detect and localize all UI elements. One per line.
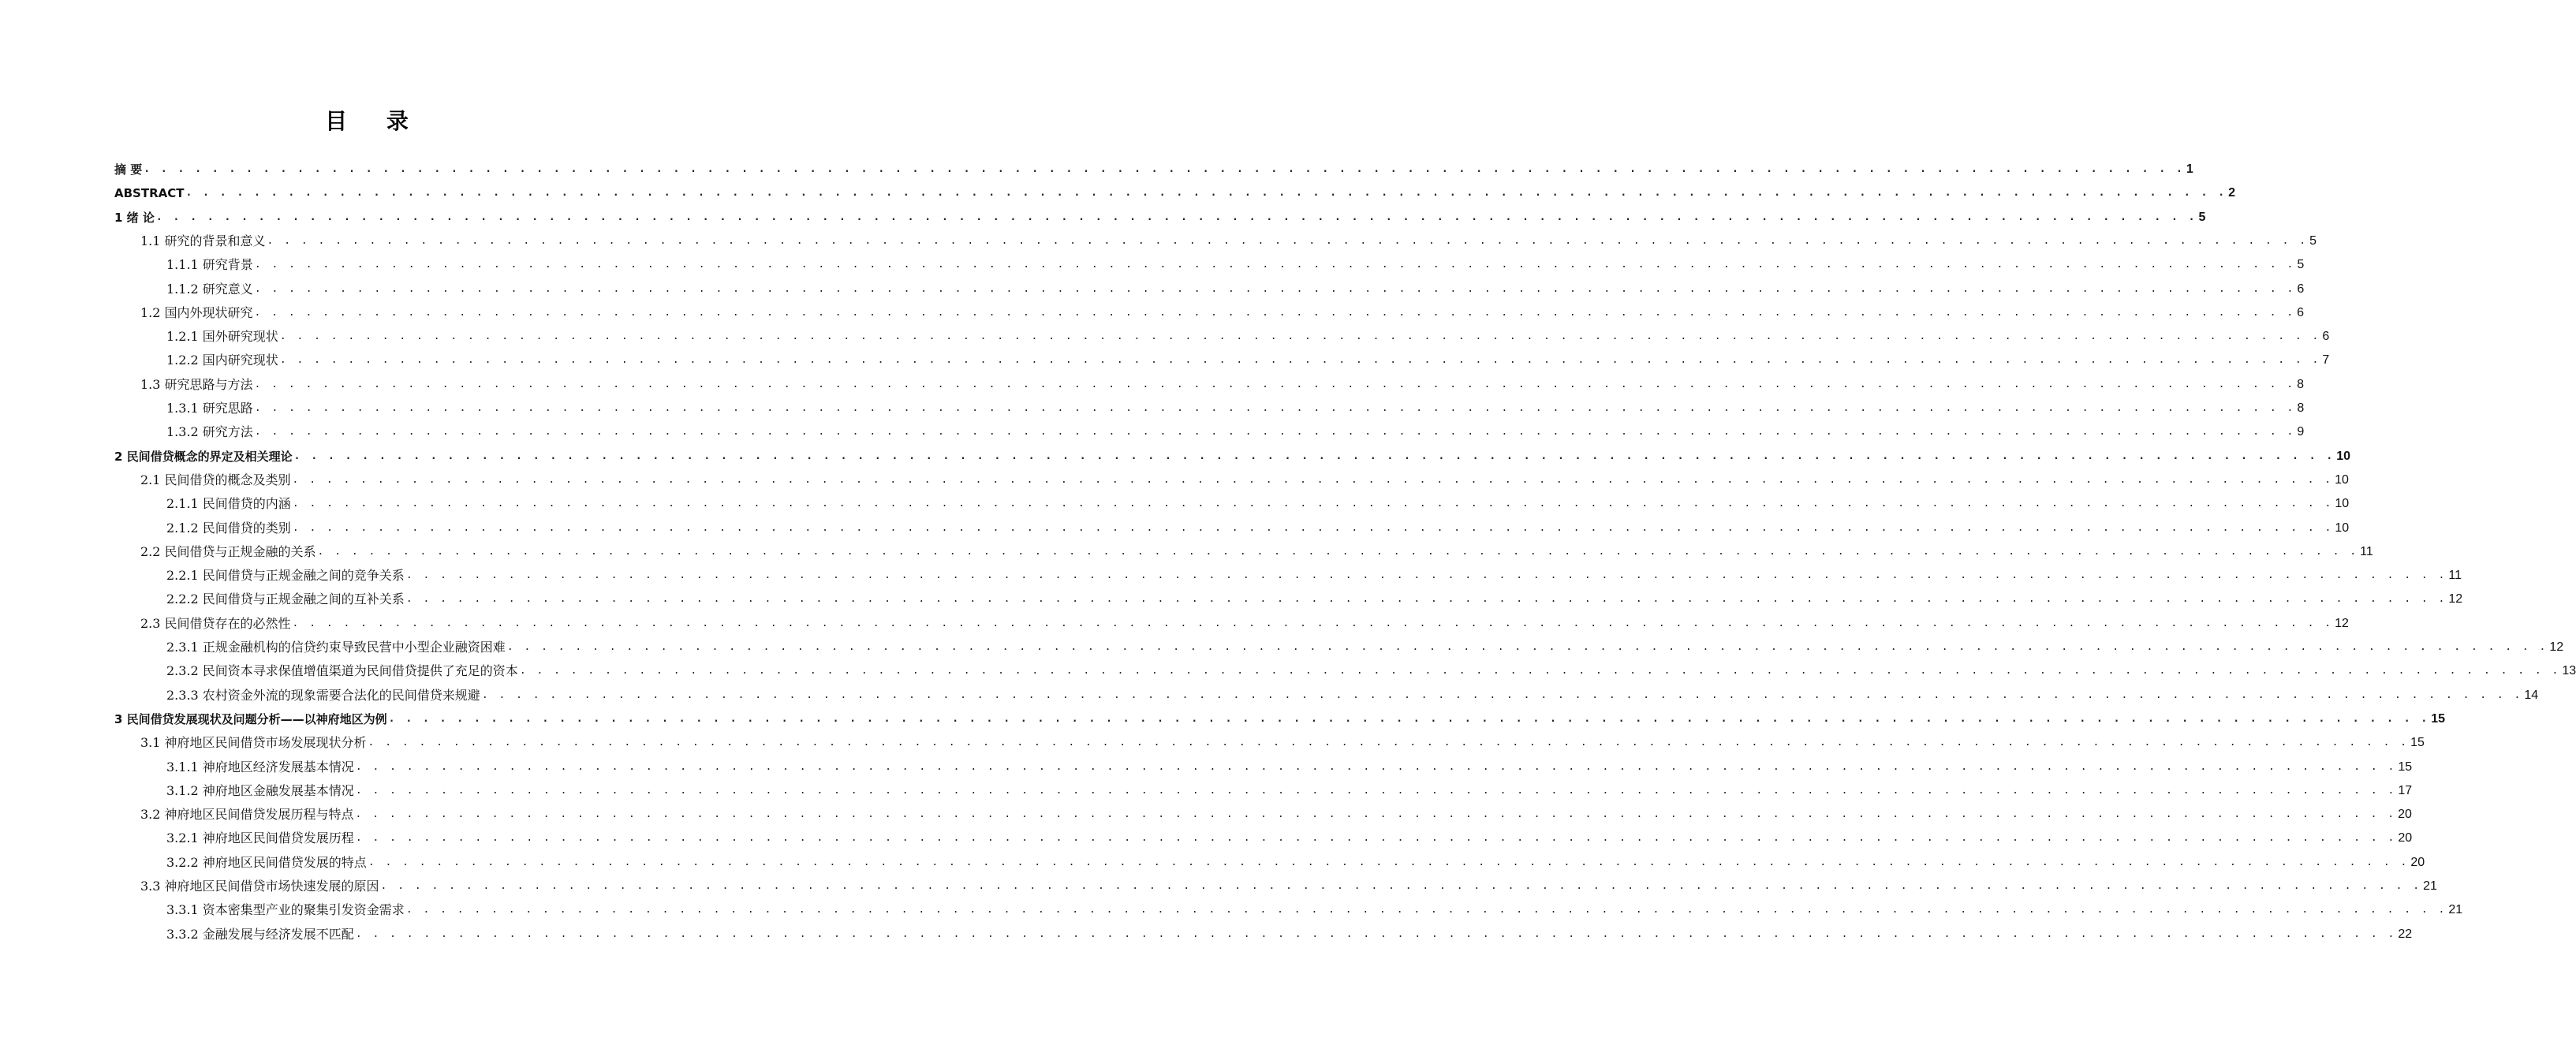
toc-leader-dots: . . . . . . . . . . . . . . . . . . . . . . . . . . . . . . . . . . . . . . . . . . . . . . . . . . . . . . . . . . . . . . . . . . . . . . . . . . . . . . . . . . . . . . . . . . . . . . . . . . . . . . . . . . . . . . . . . . . . . . . . — [481, 689, 2523, 701]
toc-leader-dots: . . . . . . . . . . . . . . . . . . . . . . . . . . . . . . . . . . . . . . . . . . . . . . . . . . . . . . . . . . . . . . . . . . . . . . . . . . . . . . . . . . . . . . . . . . . . . . . . . . . . . . . . . . . . . . . . . . . . . . . . — [254, 402, 2296, 414]
toc-entry-page-number: 20 — [2398, 831, 2413, 845]
toc-leader-dots: . . . . . . . . . . . . . . . . . . . . . . . . . . . . . . . . . . . . . . . . . . . . . . . . . . . . . . . . . . . . . . . . . . . . . . . . . . . . . . . . . . . . . . . . . . . . . . . . . . . . . . . . . . . . . . . . . . . . . . . . — [355, 808, 2397, 821]
toc-entry-label: 1.1.2 研究意义 — [166, 281, 253, 297]
toc-entry-page-number: 6 — [2297, 282, 2305, 296]
toc-entry-page-number: 10 — [2335, 472, 2349, 487]
toc-entry-page-number: 15 — [2431, 711, 2446, 726]
toc-entry-label: 2.1 民间借贷的概念及类别 — [140, 472, 291, 487]
toc-entry-label: 3.3 神府地区民间借贷市场快速发展的原因 — [140, 879, 379, 894]
toc-entry-label: 1.2.2 国内研究现状 — [166, 353, 278, 368]
toc-entry-page-number: 12 — [2448, 592, 2463, 607]
toc-entry-page-number: 5 — [2309, 233, 2317, 248]
toc-leader-dots: . . . . . . . . . . . . . . . . . . . . . . . . . . . . . . . . . . . . . . . . . . . . . . . . . . . . . . . . . . . . . . . . . . . . . . . . . . . . . . . . . . . . . . . . . . . . . . . . . . . . . . . . . . . . . . . . . . . . . . . . — [519, 665, 2561, 677]
toc-entry-page-number: 21 — [2448, 903, 2463, 917]
toc-entry[interactable] — [114, 154, 2193, 177]
toc-entry[interactable] — [140, 226, 2317, 249]
toc-entry-label: 3.1.1 神府地区经济发展基本情况 — [166, 759, 354, 774]
toc-entry[interactable] — [140, 608, 2349, 632]
toc-leader-dots: . . . . . . . . . . . . . . . . . . . . . . . . . . . . . . . . . . . . . . . . . . . . . . . . . . . . . . . . . . . . . . . . . . . . . . . . . . . . . . . . . . . . . . . . . . . . . . . . . . . . . . . . . . . . . . . . . . . . . . . . — [292, 521, 2334, 534]
toc-leader-dots: . . . . . . . . . . . . . . . . . . . . . . . . . . . . . . . . . . . . . . . . . . . . . . . . . . . . . . . . . . . . . . . . . . . . . . . . . . . . . . . . . . . . . . . . . . . . . . . . . . . . . . . . . . . . . . . . . . . . . . . . — [254, 259, 2296, 271]
toc-entry[interactable] — [140, 369, 2305, 393]
toc-entry-label: 2.3.3 农村资金外流的现象需要合法化的民间借贷来规避 — [166, 687, 480, 703]
toc-entry-page-number: 14 — [2524, 688, 2539, 702]
toc-entry-page-number: 15 — [2410, 736, 2425, 750]
toc-entry[interactable] — [166, 321, 2330, 345]
toc-entry[interactable] — [166, 488, 2350, 512]
toc-entry-page-number: 10 — [2335, 521, 2350, 535]
toc-entry-page-number: 20 — [2410, 855, 2425, 869]
toc-entry-label: 2.1.2 民间借贷的类别 — [166, 520, 291, 536]
toc-entry[interactable] — [166, 894, 2463, 918]
toc-entry-label: 2.1.1 民间借贷的内涵 — [166, 496, 291, 512]
toc-entry[interactable] — [114, 441, 2351, 465]
toc-entry-page-number: 8 — [2297, 401, 2305, 415]
toc-entry-page-number: 2 — [2228, 186, 2235, 200]
toc-entry-page-number: 22 — [2398, 927, 2413, 941]
toc-leader-dots: . . . . . . . . . . . . . . . . . . . . . . . . . . . . . . . . . . . . . . . . . . . . . . . . . . . . . . . . . . . . . . . . . . . . . . . . . . . . . . . . . . . . . . . . . . . . . . . . . . . . . . . . . . . . . . . . . . . . . . . . — [355, 832, 2397, 845]
toc-entry[interactable] — [166, 249, 2305, 273]
toc-entry[interactable] — [166, 655, 2576, 679]
toc-entry-label: 1.3 研究思路与方法 — [140, 376, 253, 392]
toc-entry[interactable] — [114, 704, 2446, 727]
toc-leader-dots: . . . . . . . . . . . . . . . . . . . . . . . . . . . . . . . . . . . . . . . . . . . . . . . . . . . . . . . . . . . . . . . . . . . . . . . . . . . . . . . . . . . . . . . . . . . . . . . . . . . . . . . . . . . . . . . . . . . . . . . . — [267, 234, 2309, 247]
toc-entry-page-number: 12 — [2549, 640, 2564, 654]
toc-leader-dots: . . . . . . . . . . . . . . . . . . . . . . . . . . . . . . . . . . . . . . . . . . . . . . . . . . . . . . . . . . . . . . . . . . . . . . . . . . . . . . . . . . . . . . . . . . . . . . . . . . . . . . . . . . . . . . . . . . . . . . . . — [388, 712, 2430, 725]
toc-entry[interactable] — [166, 823, 2413, 846]
toc-entry[interactable] — [166, 752, 2413, 775]
toc-entry[interactable] — [166, 632, 2564, 655]
toc-entry[interactable] — [166, 560, 2462, 584]
toc-leader-dots: . . . . . . . . . . . . . . . . . . . . . . . . . . . . . . . . . . . . . . . . . . . . . . . . . . . . . . . . . . . . . . . . . . . . . . . . . . . . . . . . . . . . . . . . . . . . . . . . . . . . . . . . . . . . . . . . . . . . . . . . — [155, 211, 2197, 223]
toc-leader-dots: . . . . . . . . . . . . . . . . . . . . . . . . . . . . . . . . . . . . . . . . . . . . . . . . . . . . . . . . . . . . . . . . . . . . . . . . . . . . . . . . . . . . . . . . . . . . . . . . . . . . . . . . . . . . . . . . . . . . . . . . — [293, 450, 2335, 462]
toc-entry[interactable] — [166, 513, 2350, 536]
toc-entry-page-number: 17 — [2398, 783, 2413, 797]
toc-leader-dots: . . . . . . . . . . . . . . . . . . . . . . . . . . . . . . . . . . . . . . . . . . . . . . . . . . . . . . . . . . . . . . . . . . . . . . . . . . . . . . . . . . . . . . . . . . . . . . . . . . . . . . . . . . . . . . . . . . . . . . . . — [368, 856, 2410, 868]
toc-leader-dots: . . . . . . . . . . . . . . . . . . . . . . . . . . . . . . . . . . . . . . . . . . . . . . . . . . . . . . . . . . . . . . . . . . . . . . . . . . . . . . . . . . . . . . . . . . . . . . . . . . . . . . . . . . . . . . . . . . . . . . . . — [279, 330, 2321, 343]
toc-leader-dots: . . . . . . . . . . . . . . . . . . . . . . . . . . . . . . . . . . . . . . . . . . . . . . . . . . . . . . . . . . . . . . . . . . . . . . . . . . . . . . . . . . . . . . . . . . . . . . . . . . . . . . . . . . . . . . . . . . . . . . . . — [368, 737, 2410, 749]
toc-entry-page-number: 13 — [2562, 664, 2576, 678]
toc-leader-dots: . . . . . . . . . . . . . . . . . . . . . . . . . . . . . . . . . . . . . . . . . . . . . . . . . . . . . . . . . . . . . . . . . . . . . . . . . . . . . . . . . . . . . . . . . . . . . . . . . . . . . . . . . . . . . . . . . . . . . . . . — [254, 378, 2296, 390]
toc-leader-dots: . . . . . . . . . . . . . . . . . . . . . . . . . . . . . . . . . . . . . . . . . . . . . . . . . . . . . . . . . . . . . . . . . . . . . . . . . . . . . . . . . . . . . . . . . . . . . . . . . . . . . . . . . . . . . . . . . . . . . . . . — [355, 760, 2397, 773]
toc-entry-label: 3.3.1 资本密集型产业的聚集引发资金需求 — [166, 902, 405, 918]
toc-entry-page-number: 15 — [2398, 760, 2413, 774]
toc-entry-page-number: 11 — [2360, 544, 2373, 558]
toc-entry-page-number: 8 — [2297, 377, 2305, 391]
toc-entry-label: 摘 要 — [114, 162, 143, 177]
toc-leader-dots: . . . . . . . . . . . . . . . . . . . . . . . . . . . . . . . . . . . . . . . . . . . . . . . . . . . . . . . . . . . . . . . . . . . . . . . . . . . . . . . . . . . . . . . . . . . . . . . . . . . . . . . . . . . . . . . . . . . . . . . . — [355, 784, 2397, 797]
toc-leader-dots: . . . . . . . . . . . . . . . . . . . . . . . . . . . . . . . . . . . . . . . . . . . . . . . . . . . . . . . . . . . . . . . . . . . . . . . . . . . . . . . . . . . . . . . . . . . . . . . . . . . . . . . . . . . . . . . . . . . . . . . . — [292, 498, 2334, 510]
toc-entry-label: 3 民间借贷发展现状及问题分析——以神府地区为例 — [114, 711, 387, 726]
toc-entry[interactable] — [166, 416, 2305, 440]
toc-leader-dots: . . . . . . . . . . . . . . . . . . . . . . . . . . . . . . . . . . . . . . . . . . . . . . . . . . . . . . . . . . . . . . . . . . . . . . . . . . . . . . . . . . . . . . . . . . . . . . . . . . . . . . . . . . . . . . . . . . . . . . . . — [405, 569, 2447, 582]
toc-entry-page-number: 5 — [2198, 210, 2206, 224]
toc-entry-label: 3.2.2 神府地区民间借贷发展的特点 — [166, 854, 367, 870]
toc-entry[interactable] — [140, 536, 2373, 560]
toc-entry-page-number: 21 — [2423, 879, 2437, 893]
toc-entry-label: 1 绪 论 — [114, 210, 155, 225]
toc-entry[interactable] — [140, 871, 2437, 894]
toc-entry-page-number: 7 — [2322, 353, 2330, 368]
toc-leader-dots: . . . . . . . . . . . . . . . . . . . . . . . . . . . . . . . . . . . . . . . . . . . . . . . . . . . . . . . . . . . . . . . . . . . . . . . . . . . . . . . . . . . . . . . . . . . . . . . . . . . . . . . . . . . . . . . . . . . . . . . . — [144, 163, 2185, 175]
toc-entry-page-number: 11 — [2448, 569, 2462, 583]
toc-leader-dots: . . . . . . . . . . . . . . . . . . . . . . . . . . . . . . . . . . . . . . . . . . . . . . . . . . . . . . . . . . . . . . . . . . . . . . . . . . . . . . . . . . . . . . . . . . . . . . . . . . . . . . . . . . . . . . . . . . . . . . . . — [292, 617, 2334, 629]
toc-entry[interactable] — [114, 202, 2206, 226]
toc-leader-dots: . . . . . . . . . . . . . . . . . . . . . . . . . . . . . . . . . . . . . . . . . . . . . . . . . . . . . . . . . . . . . . . . . . . . . . . . . . . . . . . . . . . . . . . . . . . . . . . . . . . . . . . . . . . . . . . . . . . . . . . . — [279, 354, 2321, 367]
toc-leader-dots: . . . . . . . . . . . . . . . . . . . . . . . . . . . . . . . . . . . . . . . . . . . . . . . . . . . . . . . . . . . . . . . . . . . . . . . . . . . . . . . . . . . . . . . . . . . . . . . . . . . . . . . . . . . . . . . . . . . . . . . . — [254, 282, 2296, 295]
toc-leader-dots: . . . . . . . . . . . . . . . . . . . . . . . . . . . . . . . . . . . . . . . . . . . . . . . . . . . . . . . . . . . . . . . . . . . . . . . . . . . . . . . . . . . . . . . . . . . . . . . . . . . . . . . . . . . . . . . . . . . . . . . . — [292, 473, 2334, 486]
toc-entry[interactable] — [166, 274, 2305, 297]
toc-entry[interactable] — [140, 297, 2305, 321]
toc-entry-label: 2.2 民间借贷与正规金融的关系 — [140, 543, 316, 559]
toc-entry-page-number: 1 — [2186, 162, 2193, 176]
toc-entry-page-number: 12 — [2335, 616, 2349, 630]
toc-entry-page-number: 20 — [2398, 808, 2412, 822]
toc-entry-label: 3.2 神府地区民间借贷发展历程与特点 — [140, 807, 354, 823]
toc-entry[interactable] — [166, 847, 2425, 871]
toc-entry-label: 2.3 民间借贷存在的必然性 — [140, 615, 291, 631]
toc-entry-label: 2.3.2 民间资本寻求保值增值渠道为民间借贷提供了充足的资本 — [166, 663, 518, 679]
toc-entry-label: 3.3.2 金融发展与经济发展不匹配 — [166, 926, 354, 942]
toc-entry-label: 2 民间借贷概念的界定及相关理论 — [114, 449, 293, 464]
toc-entry-page-number: 6 — [2297, 305, 2305, 319]
toc-entry[interactable] — [166, 919, 2413, 942]
toc-entry-page-number: 6 — [2322, 330, 2330, 344]
toc-entry-page-number: 10 — [2336, 449, 2351, 463]
toc-entry-label: 1.3.2 研究方法 — [166, 424, 253, 440]
toc-leader-dots: . . . . . . . . . . . . . . . . . . . . . . . . . . . . . . . . . . . . . . . . . . . . . . . . . . . . . . . . . . . . . . . . . . . . . . . . . . . . . . . . . . . . . . . . . . . . . . . . . . . . . . . . . . . . . . . . . . . . . . . . — [405, 904, 2447, 916]
toc-entry[interactable] — [114, 177, 2235, 201]
toc-entry[interactable] — [166, 775, 2413, 799]
toc-title: 目 录 — [325, 108, 424, 134]
toc-entry[interactable] — [166, 345, 2330, 368]
toc-entry-label: 3.1 神府地区民间借贷市场发展现状分析 — [140, 735, 367, 751]
toc-leader-dots: . . . . . . . . . . . . . . . . . . . . . . . . . . . . . . . . . . . . . . . . . . . . . . . . . . . . . . . . . . . . . . . . . . . . . . . . . . . . . . . . . . . . . . . . . . . . . . . . . . . . . . . . . . . . . . . . . . . . . . . . — [405, 593, 2447, 606]
toc-entry[interactable] — [166, 393, 2305, 416]
toc-entry[interactable] — [140, 799, 2412, 823]
toc-entry-label: 1.2 国内外现状研究 — [140, 304, 253, 320]
toc-leader-dots: . . . . . . . . . . . . . . . . . . . . . . . . . . . . . . . . . . . . . . . . . . . . . . . . . . . . . . . . . . . . . . . . . . . . . . . . . . . . . . . . . . . . . . . . . . . . . . . . . . . . . . . . . . . . . . . . . . . . . . . . — [380, 880, 2422, 892]
toc-entry-page-number: 5 — [2297, 258, 2305, 272]
toc-entry-label: 2.3.1 正规金融机构的信贷约束导致民营中小型企业融资困难 — [166, 640, 506, 655]
toc-entry-label: 3.2.1 神府地区民间借贷发展历程 — [166, 830, 354, 846]
toc-entry-label: 2.2.1 民间借贷与正规金融之间的竞争关系 — [166, 568, 405, 584]
toc-leader-dots: . . . . . . . . . . . . . . . . . . . . . . . . . . . . . . . . . . . . . . . . . . . . . . . . . . . . . . . . . . . . . . . . . . . . . . . . . . . . . . . . . . . . . . . . . . . . . . . . . . . . . . . . . . . . . . . . . . . . . . . . — [254, 306, 2296, 319]
toc-leader-dots: . . . . . . . . . . . . . . . . . . . . . . . . . . . . . . . . . . . . . . . . . . . . . . . . . . . . . . . . . . . . . . . . . . . . . . . . . . . . . . . . . . . . . . . . . . . . . . . . . . . . . . . . . . . . . . . . . . . . . . . . — [317, 545, 2359, 558]
toc-entry[interactable] — [166, 680, 2539, 704]
toc-leader-dots: . . . . . . . . . . . . . . . . . . . . . . . . . . . . . . . . . . . . . . . . . . . . . . . . . . . . . . . . . . . . . . . . . . . . . . . . . . . . . . . . . . . . . . . . . . . . . . . . . . . . . . . . . . . . . . . . . . . . . . . . — [506, 641, 2548, 653]
toc-entry[interactable] — [140, 727, 2425, 751]
toc-entry-label: 1.2.1 国外研究现状 — [166, 329, 278, 345]
toc-entry-page-number: 9 — [2297, 425, 2305, 439]
toc-entry-label: 3.1.2 神府地区金融发展基本情况 — [166, 782, 354, 798]
toc-entry-label: 2.2.2 民间借贷与正规金融之间的互补关系 — [166, 592, 405, 607]
toc-entry[interactable] — [166, 584, 2463, 607]
toc-leader-dots: . . . . . . . . . . . . . . . . . . . . . . . . . . . . . . . . . . . . . . . . . . . . . . . . . . . . . . . . . . . . . . . . . . . . . . . . . . . . . . . . . . . . . . . . . . . . . . . . . . . . . . . . . . . . . . . . . . . . . . . . — [185, 187, 2227, 200]
toc-entry-page-number: 10 — [2335, 497, 2350, 511]
toc-entry-label: 1.1 研究的背景和意义 — [140, 233, 266, 248]
toc-leader-dots: . . . . . . . . . . . . . . . . . . . . . . . . . . . . . . . . . . . . . . . . . . . . . . . . . . . . . . . . . . . . . . . . . . . . . . . . . . . . . . . . . . . . . . . . . . . . . . . . . . . . . . . . . . . . . . . . . . . . . . . . — [355, 928, 2397, 940]
toc-entry-label: ABSTRACT — [114, 186, 185, 201]
toc-entry[interactable] — [140, 465, 2349, 488]
toc-entry-label: 1.3.1 研究思路 — [166, 401, 253, 416]
toc-leader-dots: . . . . . . . . . . . . . . . . . . . . . . . . . . . . . . . . . . . . . . . . . . . . . . . . . . . . . . . . . . . . . . . . . . . . . . . . . . . . . . . . . . . . . . . . . . . . . . . . . . . . . . . . . . . . . . . . . . . . . . . . — [254, 426, 2296, 439]
toc-entry-label: 1.1.1 研究背景 — [166, 257, 253, 273]
